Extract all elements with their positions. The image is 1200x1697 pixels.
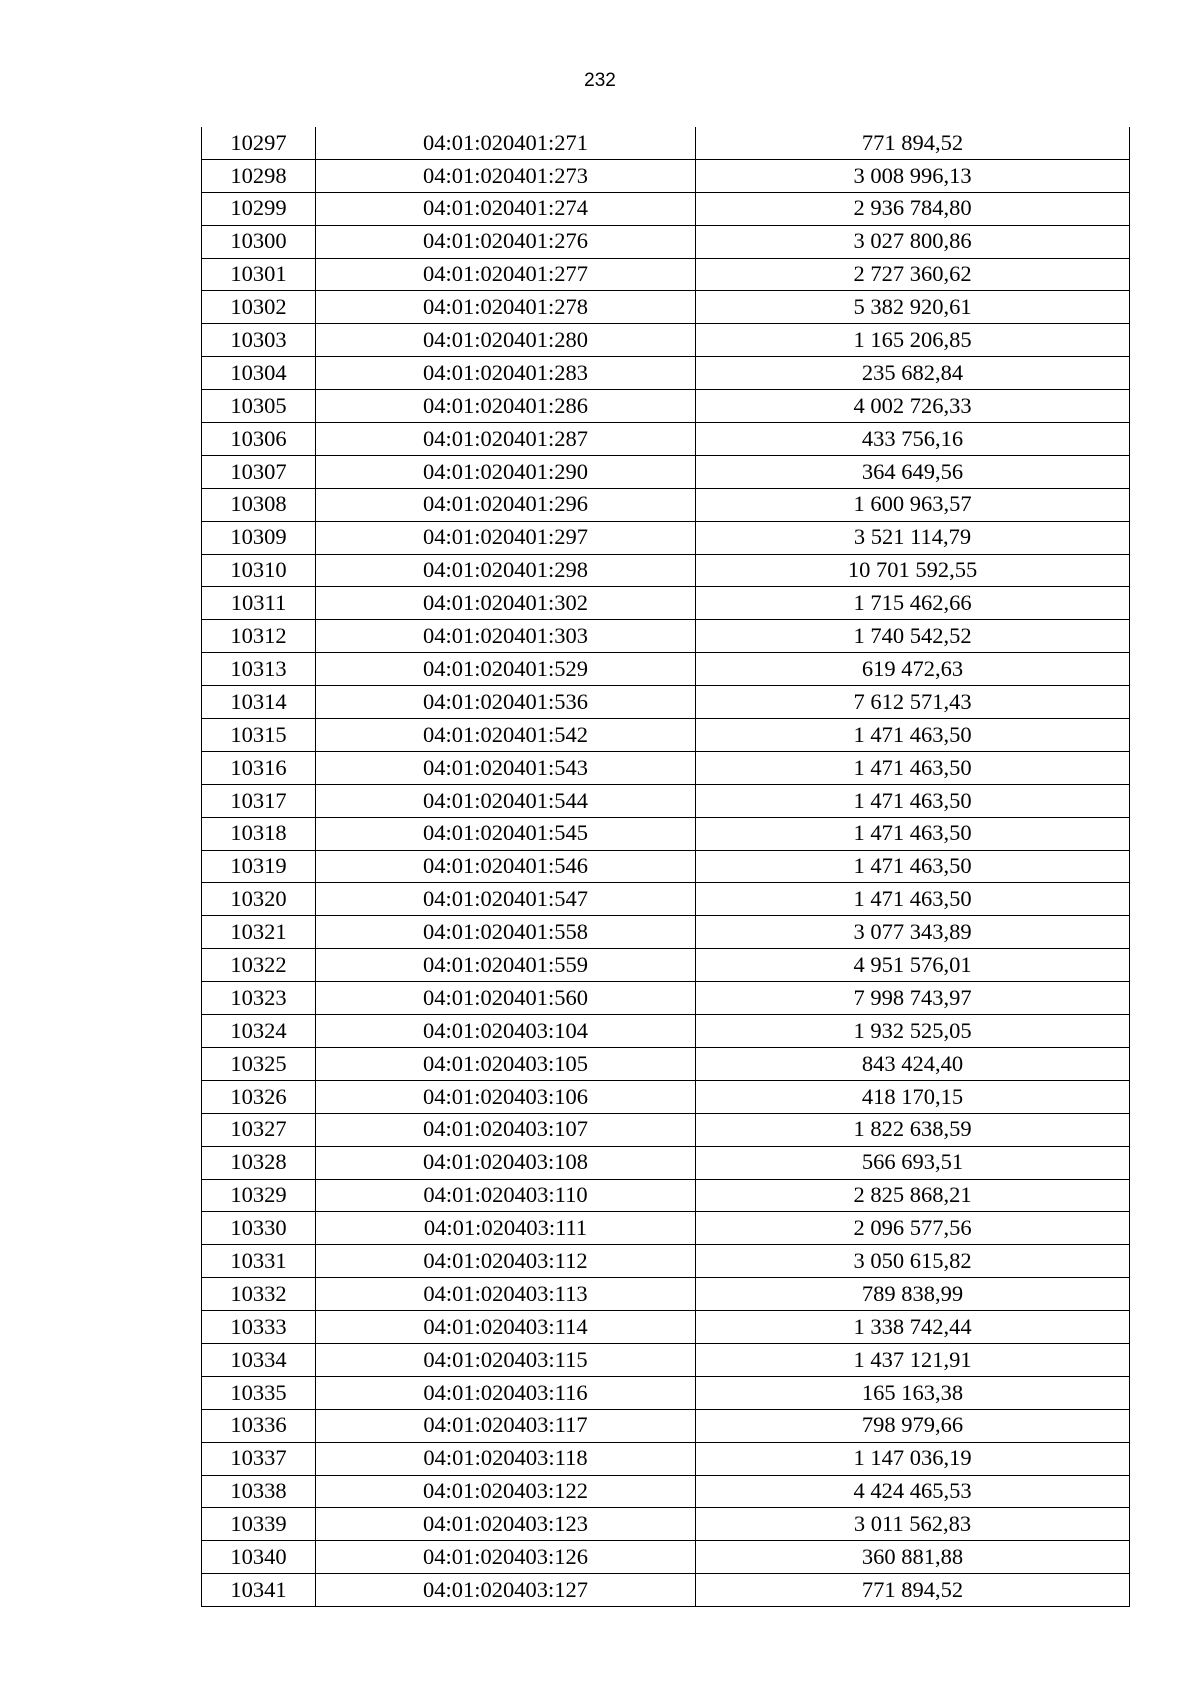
row-number-cell: 10341 [202,1574,316,1607]
row-number-cell: 10339 [202,1508,316,1541]
cadastral-value-cell: 1 822 638,59 [696,1113,1130,1146]
cadastral-value-cell: 7 612 571,43 [696,686,1130,719]
cadastral-value-cell: 1 471 463,50 [696,719,1130,752]
cadastral-number-cell: 04:01:020401:529 [316,653,696,686]
page-number: 232 [584,70,616,91]
table-row [202,324,1130,357]
cadastral-number-cell: 04:01:020401:546 [316,850,696,883]
cadastral-number-cell: 04:01:020403:115 [316,1343,696,1376]
cadastral-value-cell: 418 170,15 [696,1080,1130,1113]
cadastral-value-cell: 3 521 114,79 [696,521,1130,554]
table-row [202,1343,1130,1376]
cadastral-number-cell: 04:01:020401:545 [316,817,696,850]
row-number-cell: 10328 [202,1146,316,1179]
cadastral-number-cell: 04:01:020401:290 [316,455,696,488]
cadastral-number-cell: 04:01:020403:105 [316,1047,696,1080]
row-number-cell: 10340 [202,1541,316,1574]
cadastral-number-cell: 04:01:020403:122 [316,1475,696,1508]
cadastral-value-cell: 7 998 743,97 [696,982,1130,1015]
cadastral-number-cell: 04:01:020401:283 [316,357,696,390]
table-row [202,554,1130,587]
cadastral-number-cell: 04:01:020401:536 [316,686,696,719]
table-row [202,686,1130,719]
cadastral-value-cell: 3 011 562,83 [696,1508,1130,1541]
row-number-cell: 10325 [202,1047,316,1080]
cadastral-value-cell: 1 338 742,44 [696,1311,1130,1344]
row-number-cell: 10336 [202,1409,316,1442]
row-number-cell: 10301 [202,258,316,291]
cadastral-value-cell: 2 727 360,62 [696,258,1130,291]
row-number-cell: 10334 [202,1343,316,1376]
cadastral-value-cell: 771 894,52 [696,1574,1130,1607]
cadastral-number-cell: 04:01:020401:296 [316,488,696,521]
table-row [202,258,1130,291]
table-body [202,127,1130,1607]
row-number-cell: 10321 [202,916,316,949]
cadastral-number-cell: 04:01:020403:114 [316,1311,696,1344]
row-number-cell: 10313 [202,653,316,686]
cadastral-value-cell: 165 163,38 [696,1376,1130,1409]
table-row [202,1179,1130,1212]
row-number-cell: 10318 [202,817,316,850]
table-row [202,1245,1130,1278]
cadastral-value-cell: 1 600 963,57 [696,488,1130,521]
row-number-cell: 10323 [202,982,316,1015]
cadastral-value-cell: 3 027 800,86 [696,225,1130,258]
row-number-cell: 10311 [202,587,316,620]
row-number-cell: 10319 [202,850,316,883]
row-number-cell: 10329 [202,1179,316,1212]
cadastral-number-cell: 04:01:020401:287 [316,423,696,456]
table-row [202,1508,1130,1541]
cadastral-value-cell: 1 740 542,52 [696,620,1130,653]
cadastral-number-cell: 04:01:020403:112 [316,1245,696,1278]
table-row [202,719,1130,752]
cadastral-value-cell: 2 825 868,21 [696,1179,1130,1212]
table-row [202,1541,1130,1574]
table-row [202,751,1130,784]
table-row [202,982,1130,1015]
table-row [202,423,1130,456]
cadastral-value-cell: 10 701 592,55 [696,554,1130,587]
cadastral-value-cell: 4 951 576,01 [696,949,1130,982]
cadastral-value-cell: 4 424 465,53 [696,1475,1130,1508]
cadastral-value-cell: 619 472,63 [696,653,1130,686]
cadastral-value-cell: 1 471 463,50 [696,751,1130,784]
row-number-cell: 10324 [202,1015,316,1048]
cadastral-number-cell: 04:01:020403:118 [316,1442,696,1475]
cadastral-value-cell: 360 881,88 [696,1541,1130,1574]
cadastral-number-cell: 04:01:020403:117 [316,1409,696,1442]
row-number-cell: 10305 [202,390,316,423]
table-row [202,192,1130,225]
table-row [202,1376,1130,1409]
row-number-cell: 10312 [202,620,316,653]
cadastral-value-cell: 798 979,66 [696,1409,1130,1442]
cadastral-value-cell: 5 382 920,61 [696,291,1130,324]
cadastral-value-cell: 771 894,52 [696,127,1130,159]
cadastral-number-cell: 04:01:020401:274 [316,192,696,225]
row-number-cell: 10314 [202,686,316,719]
table-row [202,1113,1130,1146]
row-number-cell: 10326 [202,1080,316,1113]
row-number-cell: 10315 [202,719,316,752]
cadastral-value-cell: 1 437 121,91 [696,1343,1130,1376]
cadastral-value-cell: 3 008 996,13 [696,159,1130,192]
cadastral-number-cell: 04:01:020403:104 [316,1015,696,1048]
row-number-cell: 10333 [202,1311,316,1344]
cadastral-value-cell: 364 649,56 [696,455,1130,488]
table-row [202,455,1130,488]
table-row [202,159,1130,192]
table-row [202,916,1130,949]
table-row [202,291,1130,324]
cadastral-value-cell: 1 471 463,50 [696,817,1130,850]
row-number-cell: 10307 [202,455,316,488]
cadastral-number-cell: 04:01:020403:116 [316,1376,696,1409]
cadastral-number-cell: 04:01:020401:543 [316,751,696,784]
cadastral-number-cell: 04:01:020401:273 [316,159,696,192]
cadastral-number-cell: 04:01:020403:106 [316,1080,696,1113]
cadastral-value-cell: 1 147 036,19 [696,1442,1130,1475]
row-number-cell: 10302 [202,291,316,324]
row-number-cell: 10310 [202,554,316,587]
table-row [202,883,1130,916]
row-number-cell: 10317 [202,784,316,817]
table-row [202,620,1130,653]
cadastral-value-cell: 1 471 463,50 [696,850,1130,883]
cadastral-number-cell: 04:01:020403:107 [316,1113,696,1146]
cadastral-number-cell: 04:01:020403:123 [316,1508,696,1541]
cadastral-number-cell: 04:01:020403:110 [316,1179,696,1212]
table-row [202,488,1130,521]
row-number-cell: 10304 [202,357,316,390]
cadastral-value-cell: 433 756,16 [696,423,1130,456]
cadastral-number-cell: 04:01:020401:542 [316,719,696,752]
cadastral-number-cell: 04:01:020401:276 [316,225,696,258]
cadastral-number-cell: 04:01:020401:278 [316,291,696,324]
cadastral-number-cell: 04:01:020401:560 [316,982,696,1015]
table-row [202,850,1130,883]
row-number-cell: 10332 [202,1278,316,1311]
row-number-cell: 10306 [202,423,316,456]
row-number-cell: 10300 [202,225,316,258]
cadastral-number-cell: 04:01:020401:298 [316,554,696,587]
row-number-cell: 10335 [202,1376,316,1409]
table-row [202,390,1130,423]
cadastral-value-cell: 1 165 206,85 [696,324,1130,357]
cadastral-number-cell: 04:01:020401:547 [316,883,696,916]
row-number-cell: 10337 [202,1442,316,1475]
table-row [202,1574,1130,1607]
table-row [202,817,1130,850]
cadastral-number-cell: 04:01:020401:280 [316,324,696,357]
table-row [202,1015,1130,1048]
row-number-cell: 10298 [202,159,316,192]
cadastral-value-cell: 2 936 784,80 [696,192,1130,225]
cadastral-value-cell: 1 715 462,66 [696,587,1130,620]
table-row [202,784,1130,817]
cadastral-number-cell: 04:01:020401:558 [316,916,696,949]
row-number-cell: 10303 [202,324,316,357]
table-row [202,1409,1130,1442]
cadastral-value-cell: 843 424,40 [696,1047,1130,1080]
cadastral-value-cell: 1 471 463,50 [696,784,1130,817]
cadastral-value-cell: 4 002 726,33 [696,390,1130,423]
row-number-cell: 10331 [202,1245,316,1278]
table-row [202,587,1130,620]
cadastral-value-table [201,127,1130,1607]
cadastral-number-cell: 04:01:020403:127 [316,1574,696,1607]
cadastral-number-cell: 04:01:020401:297 [316,521,696,554]
row-number-cell: 10308 [202,488,316,521]
cadastral-number-cell: 04:01:020403:126 [316,1541,696,1574]
row-number-cell: 10338 [202,1475,316,1508]
cadastral-number-cell: 04:01:020401:302 [316,587,696,620]
row-number-cell: 10322 [202,949,316,982]
table-row [202,1047,1130,1080]
row-number-cell: 10327 [202,1113,316,1146]
table-row [202,653,1130,686]
row-number-cell: 10320 [202,883,316,916]
cadastral-value-cell: 2 096 577,56 [696,1212,1130,1245]
table-row [202,1442,1130,1475]
table-row [202,1475,1130,1508]
table-row [202,225,1130,258]
cadastral-value-cell: 566 693,51 [696,1146,1130,1179]
table-row [202,1212,1130,1245]
cadastral-number-cell: 04:01:020401:303 [316,620,696,653]
table-row [202,1146,1130,1179]
table-row [202,357,1130,390]
table-row [202,127,1130,159]
table-row [202,1080,1130,1113]
cadastral-value-cell: 1 932 525,05 [696,1015,1130,1048]
row-number-cell: 10316 [202,751,316,784]
table-row [202,1311,1130,1344]
cadastral-number-cell: 04:01:020401:286 [316,390,696,423]
table-row [202,521,1130,554]
cadastral-number-cell: 04:01:020401:559 [316,949,696,982]
cadastral-number-cell: 04:01:020401:271 [316,127,696,159]
cadastral-number-cell: 04:01:020403:108 [316,1146,696,1179]
cadastral-value-cell: 789 838,99 [696,1278,1130,1311]
cadastral-number-cell: 04:01:020403:111 [316,1212,696,1245]
cadastral-number-cell: 04:01:020401:544 [316,784,696,817]
row-number-cell: 10330 [202,1212,316,1245]
row-number-cell: 10299 [202,192,316,225]
cadastral-number-cell: 04:01:020403:113 [316,1278,696,1311]
cadastral-value-cell: 3 077 343,89 [696,916,1130,949]
cadastral-value-cell: 235 682,84 [696,357,1130,390]
table-row [202,1278,1130,1311]
cadastral-value-cell: 1 471 463,50 [696,883,1130,916]
cadastral-number-cell: 04:01:020401:277 [316,258,696,291]
row-number-cell: 10309 [202,521,316,554]
row-number-cell: 10297 [202,127,316,159]
table-row [202,949,1130,982]
cadastral-value-cell: 3 050 615,82 [696,1245,1130,1278]
